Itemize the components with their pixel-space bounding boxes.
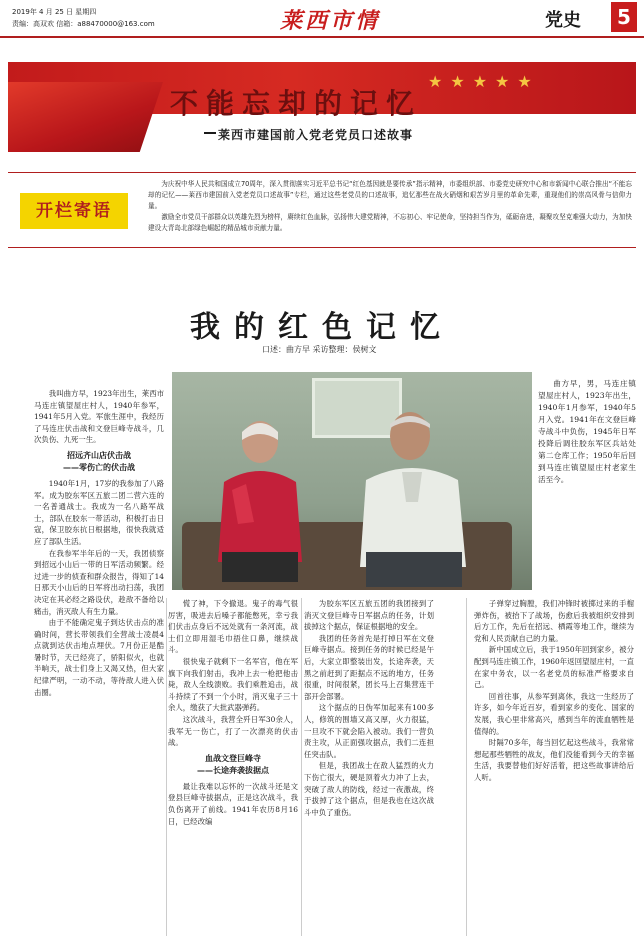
page-number: 5 [611, 2, 637, 32]
article-column-2 [168, 598, 298, 938]
subheading-line: 招远齐山店伏击战 [67, 450, 131, 460]
paragraph: 这个据点的日伪军加起来有100多人，修筑的围墙又高又厚，火力很猛，一旦攻不下就会陷入被动。我们一营负责主攻，从正面强攻据点，我们二连担任突击队。 [304, 703, 434, 759]
paragraph: 1940年1月，17岁的我参加了八路军。成为胶东军区五旅二团二营六连的一名普通战士。我成为一名八路军战士，部队在胶东一带活动，积极打击日寇，保卫胶东抗日根据地，很快我就适应了部队生活。 [34, 478, 164, 546]
editor-info: 责编：高双欢 信箱：a88470000@163.com [12, 20, 155, 28]
banner-title: 不能忘却的记忆 [170, 87, 423, 120]
intro-paragraph: 激励全市党员干部群众以英雄先烈为榜样，赓续红色血脉，弘扬伟大建党精神，不忘初心、牢记使命，坚持担当作为，砥砺奋进，凝聚攻坚克难强大动力，为加快建设大青岛北部绿色崛起的精品城市贡献力量。 [148, 213, 632, 232]
paragraph: 为胶东军区五旅五团的我团接到了消灭文登巨峰寺日军据点的任务，计划拔掉这个据点，保证根据地的安全。 [304, 599, 434, 632]
subtitle-dash [204, 132, 216, 134]
banner-subtitle: 莱西市建国前入党老党员口述故事 [218, 128, 414, 142]
paragraph: 但是，我团战士在敌人猛烈的火力下伤亡很大，硬是顶着火力冲了上去，突破了敌人的防线，经过一夜激战，终于拔掉了这个据点，但是我也在这次战斗中负了重伤。 [304, 761, 434, 817]
subheading [168, 753, 298, 777]
paragraph: 由于不能确定鬼子到达伏击点的准确时间，营长带领我们全营战士凌晨4点就到达伏击地点埋伏。7月份正是酷暑时节，天已经亮了，骄阳似火，也就半晌天，战士们身上又渴又热，但大家纪律严明，一动不动，等待敌人进入伏击圈。 [34, 618, 164, 697]
column-divider [166, 598, 167, 936]
paragraph: 很快鬼子就剩下一名军官，他在军旗下向我们射击，我冲上去一枪把他击毙，敌人全线溃败。我们乘胜追击，战斗持续了不到一个小时，消灭鬼子三十余人，缴获了大批武器弹药。 [168, 656, 298, 713]
paragraph: 我叫曲方早，1923年出生，莱西市马连庄镇望屋庄村人，1940年参军，1941年5月入党。军旅生涯中，我经历了马连庄伏击战和文登巨峰寺战斗，几次负伤、九死一生。 [34, 389, 164, 445]
party-flag-graphic [8, 82, 163, 152]
article-column-1 [34, 388, 164, 938]
column-divider [466, 598, 467, 936]
paragraph: 时隔70多年，每当回忆起这些战斗，我常常想起那些牺牲的战友，他们没能看到今天的幸福生活，我要替他们好好活着，把这些故事讲给后人听。 [474, 738, 634, 782]
intro-paragraph: 为庆祝中华人民共和国成立70周年，深入贯彻落实习近平总书记“红色基因就是要传承”指示精神，市委组织部、市委党史研究中心和市新闻中心联合推出“不能忘却的记忆——莱西市建国前入党老党员口述故事”专栏，通过这些老党员的口述故事，追忆那些在战火硝烟和艰苦岁月里的革命先辈，重现他们的崇高风骨与信仰力量。 [148, 180, 632, 210]
stars-decoration: ★★★★★ [428, 72, 540, 91]
subheading-line: 血战文登巨峰寺 [205, 753, 261, 763]
newspaper-logo: 莱西市情 [279, 8, 380, 34]
column-divider [301, 598, 302, 936]
subheading-line: ——长途奔袭拔据点 [197, 765, 269, 775]
paragraph: 在我参军半年后的一天，我团侦察到招远小山后一带的日军活动频繁。经过进一步的侦查和群众报告，得知了14日那天小山后的日军将出动扫荡，我团决定在其必经之路设伏，趁敌不备给以痛击，消灭敌人有生力量。 [34, 548, 164, 616]
article-photo [172, 372, 532, 590]
intro-text [148, 179, 632, 234]
paragraph: 这次战斗，我营全歼日军30余人，我军无一伤亡，打了一次漂亮的伏击战。 [168, 714, 298, 748]
masthead [0, 0, 644, 38]
paragraph: 子弹穿过胸膛，我们冲锋时被掷过来的手榴弹炸伤，被抬下了战场，伤愈后我被组织安排到后方工作，先后在招远、栖霞等地工作，继续为党和人民贡献自己的力量。 [474, 599, 634, 643]
paragraph: 回首往事，从参军到离休，我这一生经历了许多，如今年近百岁，看到家乡的变化、国家的发展，我心里非常高兴，感到当年的流血牺牲是值得的。 [474, 691, 634, 736]
article-title: 我的红色记忆 [190, 310, 454, 345]
subheading-line: ——零伤亡的伏击战 [63, 462, 135, 472]
subheading [34, 450, 164, 474]
elderly-woman-figure [202, 412, 312, 582]
paragraph: 最让我难以忘怀的一次战斗还是文登县巨峰寺拔据点，正是这次战斗，我负伤离开了前线。1941年农历8月16日，已经改编 [168, 781, 298, 826]
article-byline: 口述：曲方早 采访整理：侯树文 [262, 345, 377, 354]
intro-label: 开栏寄语 [20, 193, 128, 229]
column-banner [8, 62, 636, 152]
article-column-3 [304, 598, 434, 938]
section-name: 党史 [545, 10, 581, 31]
paragraph: 慌了神，下令撤退。鬼子的毒气很厉害，吸进去后嗓子都能憋死，幸亏我们伏击点身后不远处就有一条河流，战士们立即用湿毛巾捂住口鼻，继续战斗。 [168, 599, 298, 655]
column-intro [8, 172, 636, 248]
article-column-4 [474, 598, 634, 938]
paragraph: 我团的任务首先是打掉日军在文登巨峰寺据点。接到任务的时候已经是午后，大家立即整装出发，长途奔袭，天黑之前赶到了距据点不远的地方，任务很重，时间很紧，团长马上召集营连干部开会部署。 [304, 633, 434, 701]
issue-date: 2019年 4 月 25 日 星期四 [12, 8, 97, 16]
elderly-man-figure [342, 402, 492, 587]
paragraph: 新中国成立后，我于1950年回到家乡，被分配到马连庄镇工作，1960年返回望屋庄村，一直在家中务农，以一名老党员的标准严格要求自己。 [474, 645, 634, 690]
photo-caption: 曲方早，男，马连庄镇望屋庄村人，1923年出生，1940年1月参军，1940年5月入党。1941年在文登巨峰寺战斗中负伤，1945年日军投降后调往胶东军区兵站处第二仓库工作；1950年后回到马连庄镇望屋庄村老家生活至今。 [538, 379, 636, 484]
